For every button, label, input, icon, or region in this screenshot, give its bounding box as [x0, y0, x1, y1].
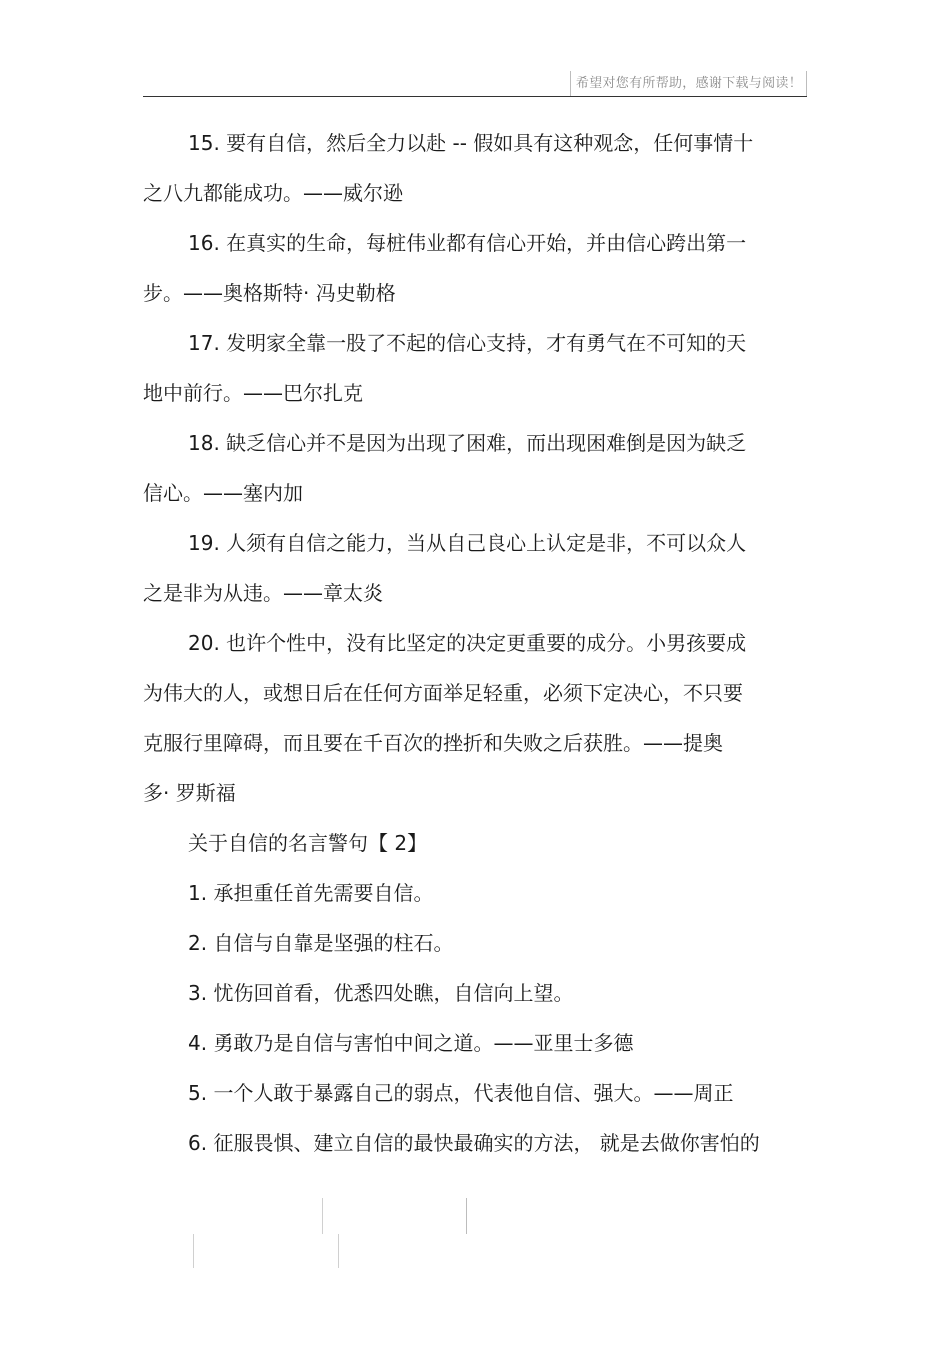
text-line: 4. 勇敢乃是自信与害怕中间之道。——亚里士多德 — [188, 1031, 634, 1055]
text-line: 之是非为从违。——章太炎 — [143, 581, 383, 605]
text-line: 步。——奥格斯特· 冯史勒格 — [143, 281, 396, 305]
scan-mark — [322, 1198, 323, 1234]
text-line: 1. 承担重任首先需要自信。 — [188, 881, 434, 905]
text-line: 17. 发明家全靠一股了不起的信心支持，才有勇气在不可知的天 — [188, 331, 747, 355]
scan-mark — [193, 1234, 194, 1268]
text-line: 5. 一个人敢于暴露自己的弱点，代表他自信、强大。——周正 — [188, 1081, 734, 1105]
text-line: 为伟大的人，或想日后在任何方面举足轻重，必须下定决心，不只要 — [143, 681, 743, 705]
text-line: 地中前行。——巴尔扎克 — [143, 381, 363, 405]
text-line: 2. 自信与自靠是坚强的柱石。 — [188, 931, 454, 955]
text-line: 信心。——塞内加 — [143, 481, 303, 505]
header-note: 希望对您有所帮助，感谢下载与阅读！ — [570, 71, 807, 97]
text-line: 3. 忧伤回首看，优悉四处瞧，自信向上望。 — [188, 981, 574, 1005]
text-line: 克服行里障碍，而且要在千百次的挫折和失败之后获胜。——提奥 — [143, 731, 723, 755]
document-body — [143, 118, 807, 1168]
text-line: 6. 征服畏惧、建立自信的最快最确实的方法， 就是去做你害怕的 — [188, 1131, 760, 1155]
text-line: 15. 要有自信，然后全力以赴 -- 假如具有这种观念，任何事情十 — [188, 131, 754, 155]
scan-mark — [466, 1198, 467, 1234]
text-line: 之八九都能成功。——威尔逊 — [143, 181, 403, 205]
text-line: 19. 人须有自信之能力，当从自己良心上认定是非，不可以众人 — [188, 531, 747, 555]
text-line: 关于自信的名言警句【 2】 — [188, 831, 428, 855]
text-line: 多· 罗斯福 — [143, 781, 236, 805]
scan-mark — [338, 1234, 339, 1268]
header-rule — [143, 96, 807, 97]
text-line: 16. 在真实的生命，每桩伟业都有信心开始，并由信心跨出第一 — [188, 231, 747, 255]
text-line: 18. 缺乏信心并不是因为出现了困难，而出现困难倒是因为缺乏 — [188, 431, 747, 455]
text-line: 20. 也许个性中，没有比坚定的决定更重要的成分。小男孩要成 — [188, 631, 747, 655]
